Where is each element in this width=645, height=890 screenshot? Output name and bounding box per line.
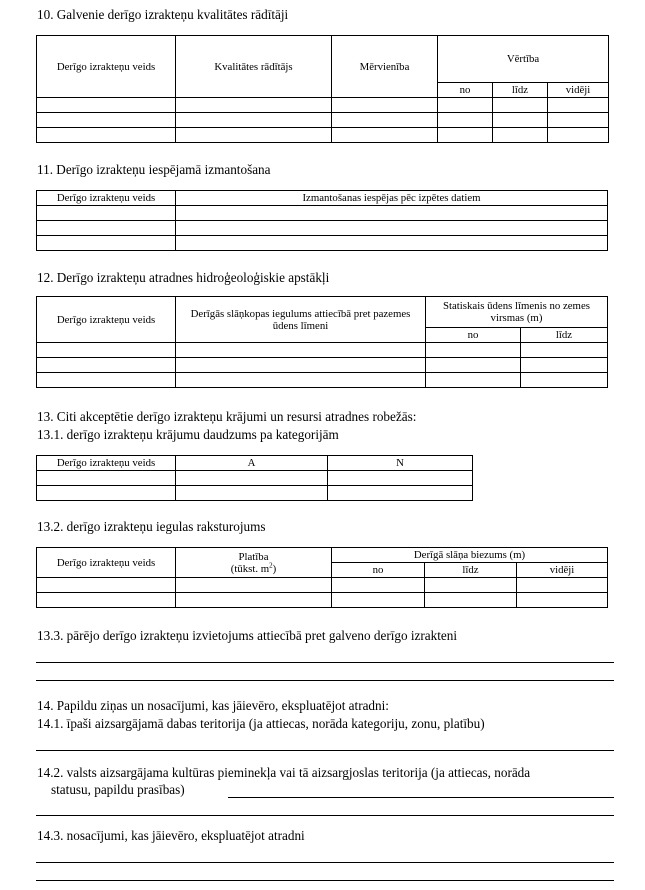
col-unit-header: Mērvienība	[332, 36, 438, 98]
section-13-3-title: 13.3. pārējo derīgo izrakteņu izvietojums attiecībā pret galveno derīgo izrakteni	[37, 628, 458, 643]
section-14-3-title: 14.3. nosacījumi, kas jāievēro, ekspluatējot atradni	[37, 828, 305, 843]
col-n-header: N	[328, 456, 473, 471]
table-row	[37, 98, 609, 113]
deposit-table	[36, 547, 608, 608]
sub-from-header: no	[438, 83, 493, 98]
table-row	[37, 128, 609, 143]
col-static-header: Statiskais ūdens līmenis no zemes virsmas (m)	[426, 297, 608, 328]
sub-avg-header: vidēji	[517, 563, 608, 578]
col-value-header: Vērtība	[438, 36, 609, 83]
sub-avg-header: vidēji	[548, 83, 609, 98]
fill-line[interactable]	[36, 880, 614, 881]
col-type-header: Derīgo izrakteņu veids	[37, 191, 176, 206]
fill-line[interactable]	[36, 750, 614, 751]
sub-to-header: līdz	[425, 563, 517, 578]
col-type-header: Derīgo izrakteņu veids	[37, 548, 176, 578]
col-type-header: Derīgo izrakteņu veids	[37, 456, 176, 471]
fill-line[interactable]	[36, 662, 614, 663]
table-row	[37, 236, 608, 251]
col-use-header: Izmantošanas iespējas pēc izpētes datiem	[176, 191, 608, 206]
col-quality-header: Kvalitātes rādītājs	[176, 36, 332, 98]
col-type-header: Derīgo izrakteņu veids	[37, 36, 176, 98]
fill-line[interactable]	[228, 797, 614, 798]
sub-from-header: no	[332, 563, 425, 578]
col-area-header	[176, 548, 332, 578]
table-row	[37, 593, 608, 608]
col-a-header: A	[176, 456, 328, 471]
table-row	[37, 343, 608, 358]
hydrogeology-table	[36, 296, 608, 388]
section-13-2-title: 13.2. derīgo izrakteņu iegulas raksturojums	[37, 519, 266, 534]
table-row	[37, 471, 473, 486]
col-thickness-header: Derīgā slāņa biezums (m)	[332, 548, 608, 563]
col-type-header: Derīgo izrakteņu veids	[37, 297, 176, 343]
section-13-1-title: 13.1. derīgo izrakteņu krājumu daudzums pa kategorijām	[37, 427, 339, 442]
fill-line[interactable]	[36, 815, 614, 816]
area-label: Platība	[238, 550, 269, 563]
section-14-2-title-line2: statusu, papildu prasības)	[51, 782, 185, 797]
table-row	[37, 206, 608, 221]
sub-to-header: līdz	[521, 328, 608, 343]
section-14-1-title: 14.1. īpaši aizsargājamā dabas teritorija (ja attiecas, norāda kategoriju, zonu, platību)	[37, 716, 485, 731]
section-14-title: 14. Papildu ziņas un nosacījumi, kas jāievēro, ekspluatējot atradni:	[37, 698, 389, 713]
table-row	[37, 113, 609, 128]
col-layer-header: Derīgās slāņkopas iegulums attiecībā pret pazemes ūdens līmeni	[176, 297, 426, 343]
categories-table	[36, 455, 473, 501]
fill-line[interactable]	[36, 862, 614, 863]
section-11-title: 11. Derīgo izrakteņu iespējamā izmantošana	[37, 162, 271, 177]
table-row	[37, 221, 608, 236]
table-row	[37, 486, 473, 501]
usage-table	[36, 190, 608, 251]
section-10-title: 10. Galvenie derīgo izrakteņu kvalitātes rādītāji	[37, 7, 289, 22]
section-13-title: 13. Citi akceptētie derīgo izrakteņu krājumi un resursi atradnes robežās:	[37, 409, 417, 424]
sub-to-header: līdz	[493, 83, 548, 98]
quality-table	[36, 35, 609, 143]
table-row	[37, 358, 608, 373]
sub-from-header: no	[426, 328, 521, 343]
area-unit: (tūkst. $m^2$)	[230, 560, 277, 575]
fill-line[interactable]	[36, 680, 614, 681]
section-14-2-title-line1: 14.2. valsts aizsargājama kultūras pieminekļa vai tā aizsargjoslas teritorija (ja attiecas, norāda	[37, 765, 531, 780]
section-12-title: 12. Derīgo izrakteņu atradnes hidroģeoloģiskie apstākļi	[37, 270, 330, 285]
table-row	[37, 578, 608, 593]
table-row	[37, 373, 608, 388]
